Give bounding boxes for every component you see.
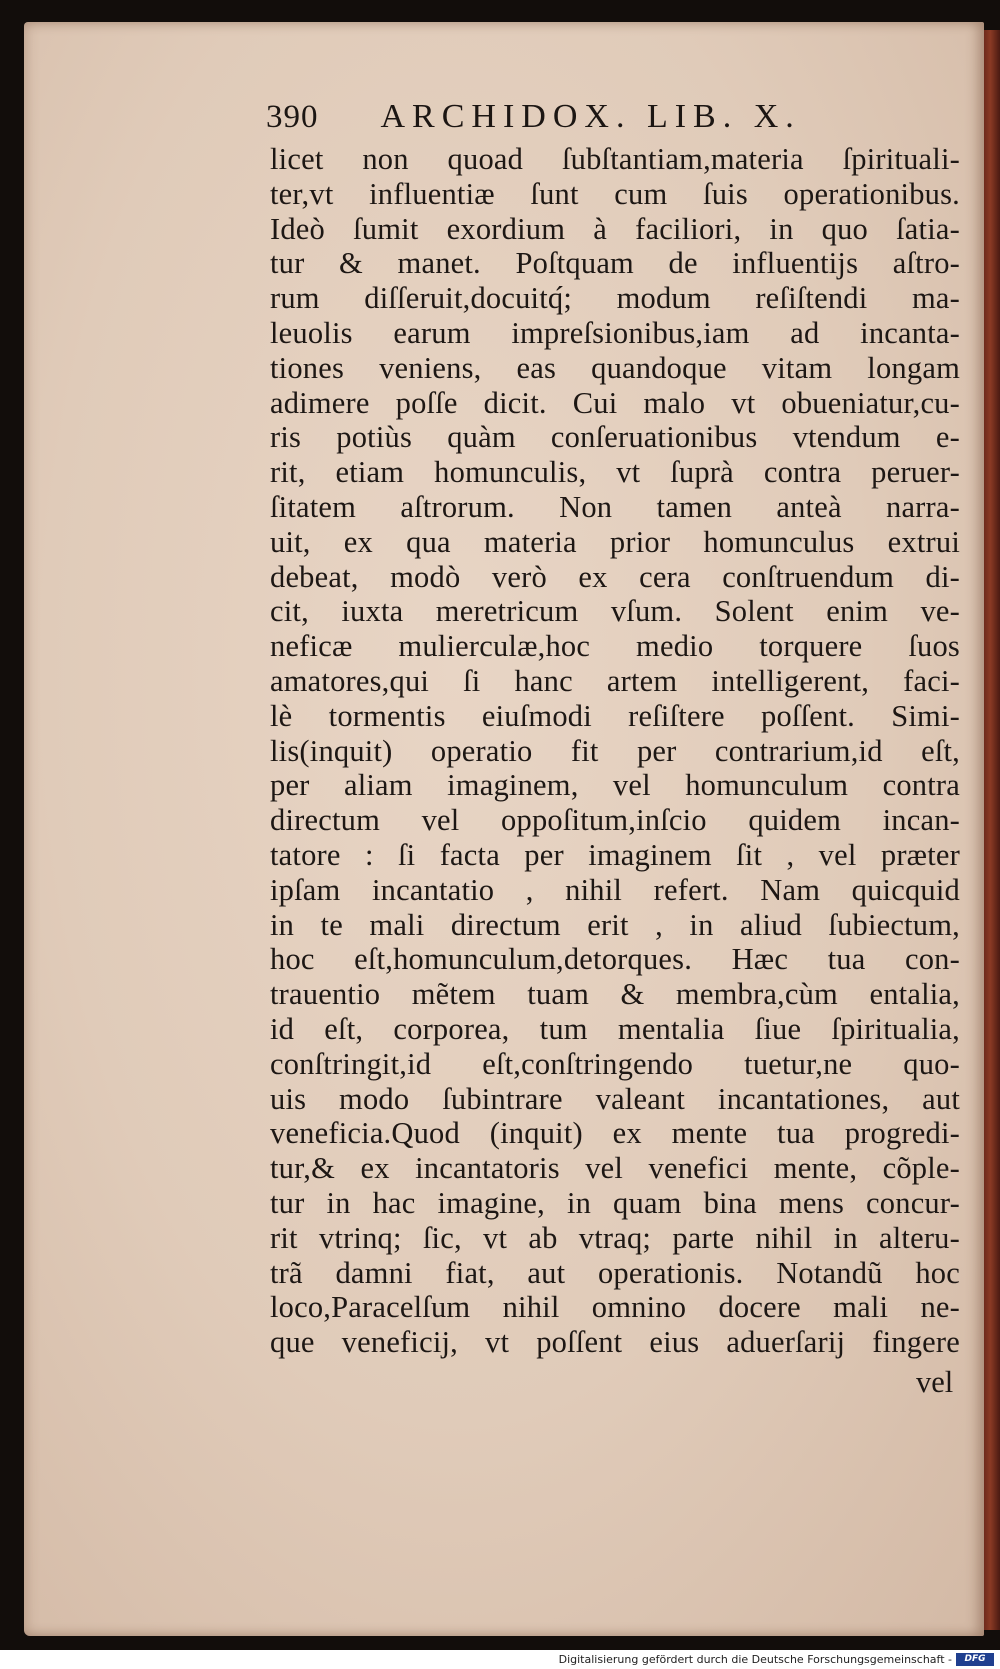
text-line: conſtringit,id eſt,conſtringendo tuetur,ne quo- xyxy=(270,1046,960,1081)
page-number: 390 xyxy=(266,99,319,135)
footer-credit: Digitalisierung gefördert durch die Deutsche Forschungsgemeinschaft - xyxy=(558,1653,952,1666)
text-line: tur & manet. Poſtquam de influentijs aſtro- xyxy=(270,246,960,281)
text-line: licet non quoad ſubſtantiam,materia ſpirituali- xyxy=(270,142,960,176)
text-line: rum diſſeruit,docuitq́; modum reſiſtendi ma- xyxy=(270,281,960,316)
text-line: trã damni fiat, aut operationis. Notandũ hoc xyxy=(270,1255,960,1290)
text-line: tatore : ſi facta per imaginem ſit , vel præter xyxy=(270,837,960,872)
text-line: ris potiùs quàm conſeruationibus vtendum e- xyxy=(270,420,960,455)
text-line: debeat, modò verò ex cera conſtruendum di- xyxy=(270,559,960,594)
text-line: adimere poſſe dicit. Cui malo vt obueniatur,cu- xyxy=(270,385,960,420)
book-fore-edge xyxy=(984,30,1000,1630)
text-line: ipſam incantatio , nihil refert. Nam quicquid xyxy=(270,872,960,907)
footer-bar xyxy=(0,1650,1000,1669)
text-line: rit, etiam homunculis, vt ſuprà contra peruer- xyxy=(270,455,960,490)
text-line: Ideò ſumit exordium à faciliori, in quo ſatia- xyxy=(270,211,960,246)
text-line: in te mali directum erit , in aliud ſubiectum, xyxy=(270,907,960,942)
body-text xyxy=(270,142,960,1360)
text-line: uit, ex qua materia prior homunculus extrui xyxy=(270,524,960,559)
text-line: que veneficij, vt poſſent eius aduerſarij fingere xyxy=(270,1325,960,1360)
text-line: veneficia.Quod (inquit) ex mente tua progredi- xyxy=(270,1116,960,1151)
text-line: lè tormentis eiuſmodi reſiſtere poſſent. Simi- xyxy=(270,698,960,733)
running-title: ARCHIDOX. LIB. X. xyxy=(380,98,801,135)
text-line: uis modo ſubintrare valeant incantationes, aut xyxy=(270,1081,960,1116)
text-line: rit vtrinq; ſic, vt ab vtraq; parte nihil in alteru- xyxy=(270,1220,960,1255)
text-line: trauentio mẽtem tuam & membra,cùm entalia, xyxy=(270,977,960,1012)
text-line: id eſt, corporea, tum mentalia ſiue ſpiritualia, xyxy=(270,1011,960,1046)
text-line: per aliam imaginem, vel homunculum contra xyxy=(270,768,960,803)
text-line: neficæ mulierculæ,hoc medio torquere ſuos xyxy=(270,629,960,664)
text-line: tiones veniens, eas quandoque vitam longam xyxy=(270,350,960,385)
text-line: leuolis earum impreſsionibus,iam ad incanta- xyxy=(270,315,960,350)
text-line: ſitatem aſtrorum. Non tamen anteà narra- xyxy=(270,489,960,524)
text-line: tur in hac imagine, in quam bina mens concur- xyxy=(270,1185,960,1220)
text-line: hoc eſt,homunculum,detorques. Hæc tua con- xyxy=(270,942,960,977)
text-line: lis(inquit) operatio fit per contrarium,id eſt, xyxy=(270,733,960,768)
text-line: amatores,qui ſi hanc artem intelligerent, faci- xyxy=(270,663,960,698)
page-header xyxy=(266,98,801,136)
text-line: ter,vt influentiæ ſunt cum ſuis operationibus. xyxy=(270,176,960,211)
text-line: directum vel oppoſitum,inſcio quidem incan- xyxy=(270,803,960,838)
text-line: tur,& ex incantatoris vel venefici mente, cõple- xyxy=(270,1151,960,1186)
dfg-logo: DFG xyxy=(956,1653,994,1666)
text-line: cit, iuxta meretricum vſum. Solent enim ve- xyxy=(270,594,960,629)
text-line: loco,Paracelſum nihil omnino docere mali ne- xyxy=(270,1290,960,1325)
catchword: vel xyxy=(916,1365,954,1399)
